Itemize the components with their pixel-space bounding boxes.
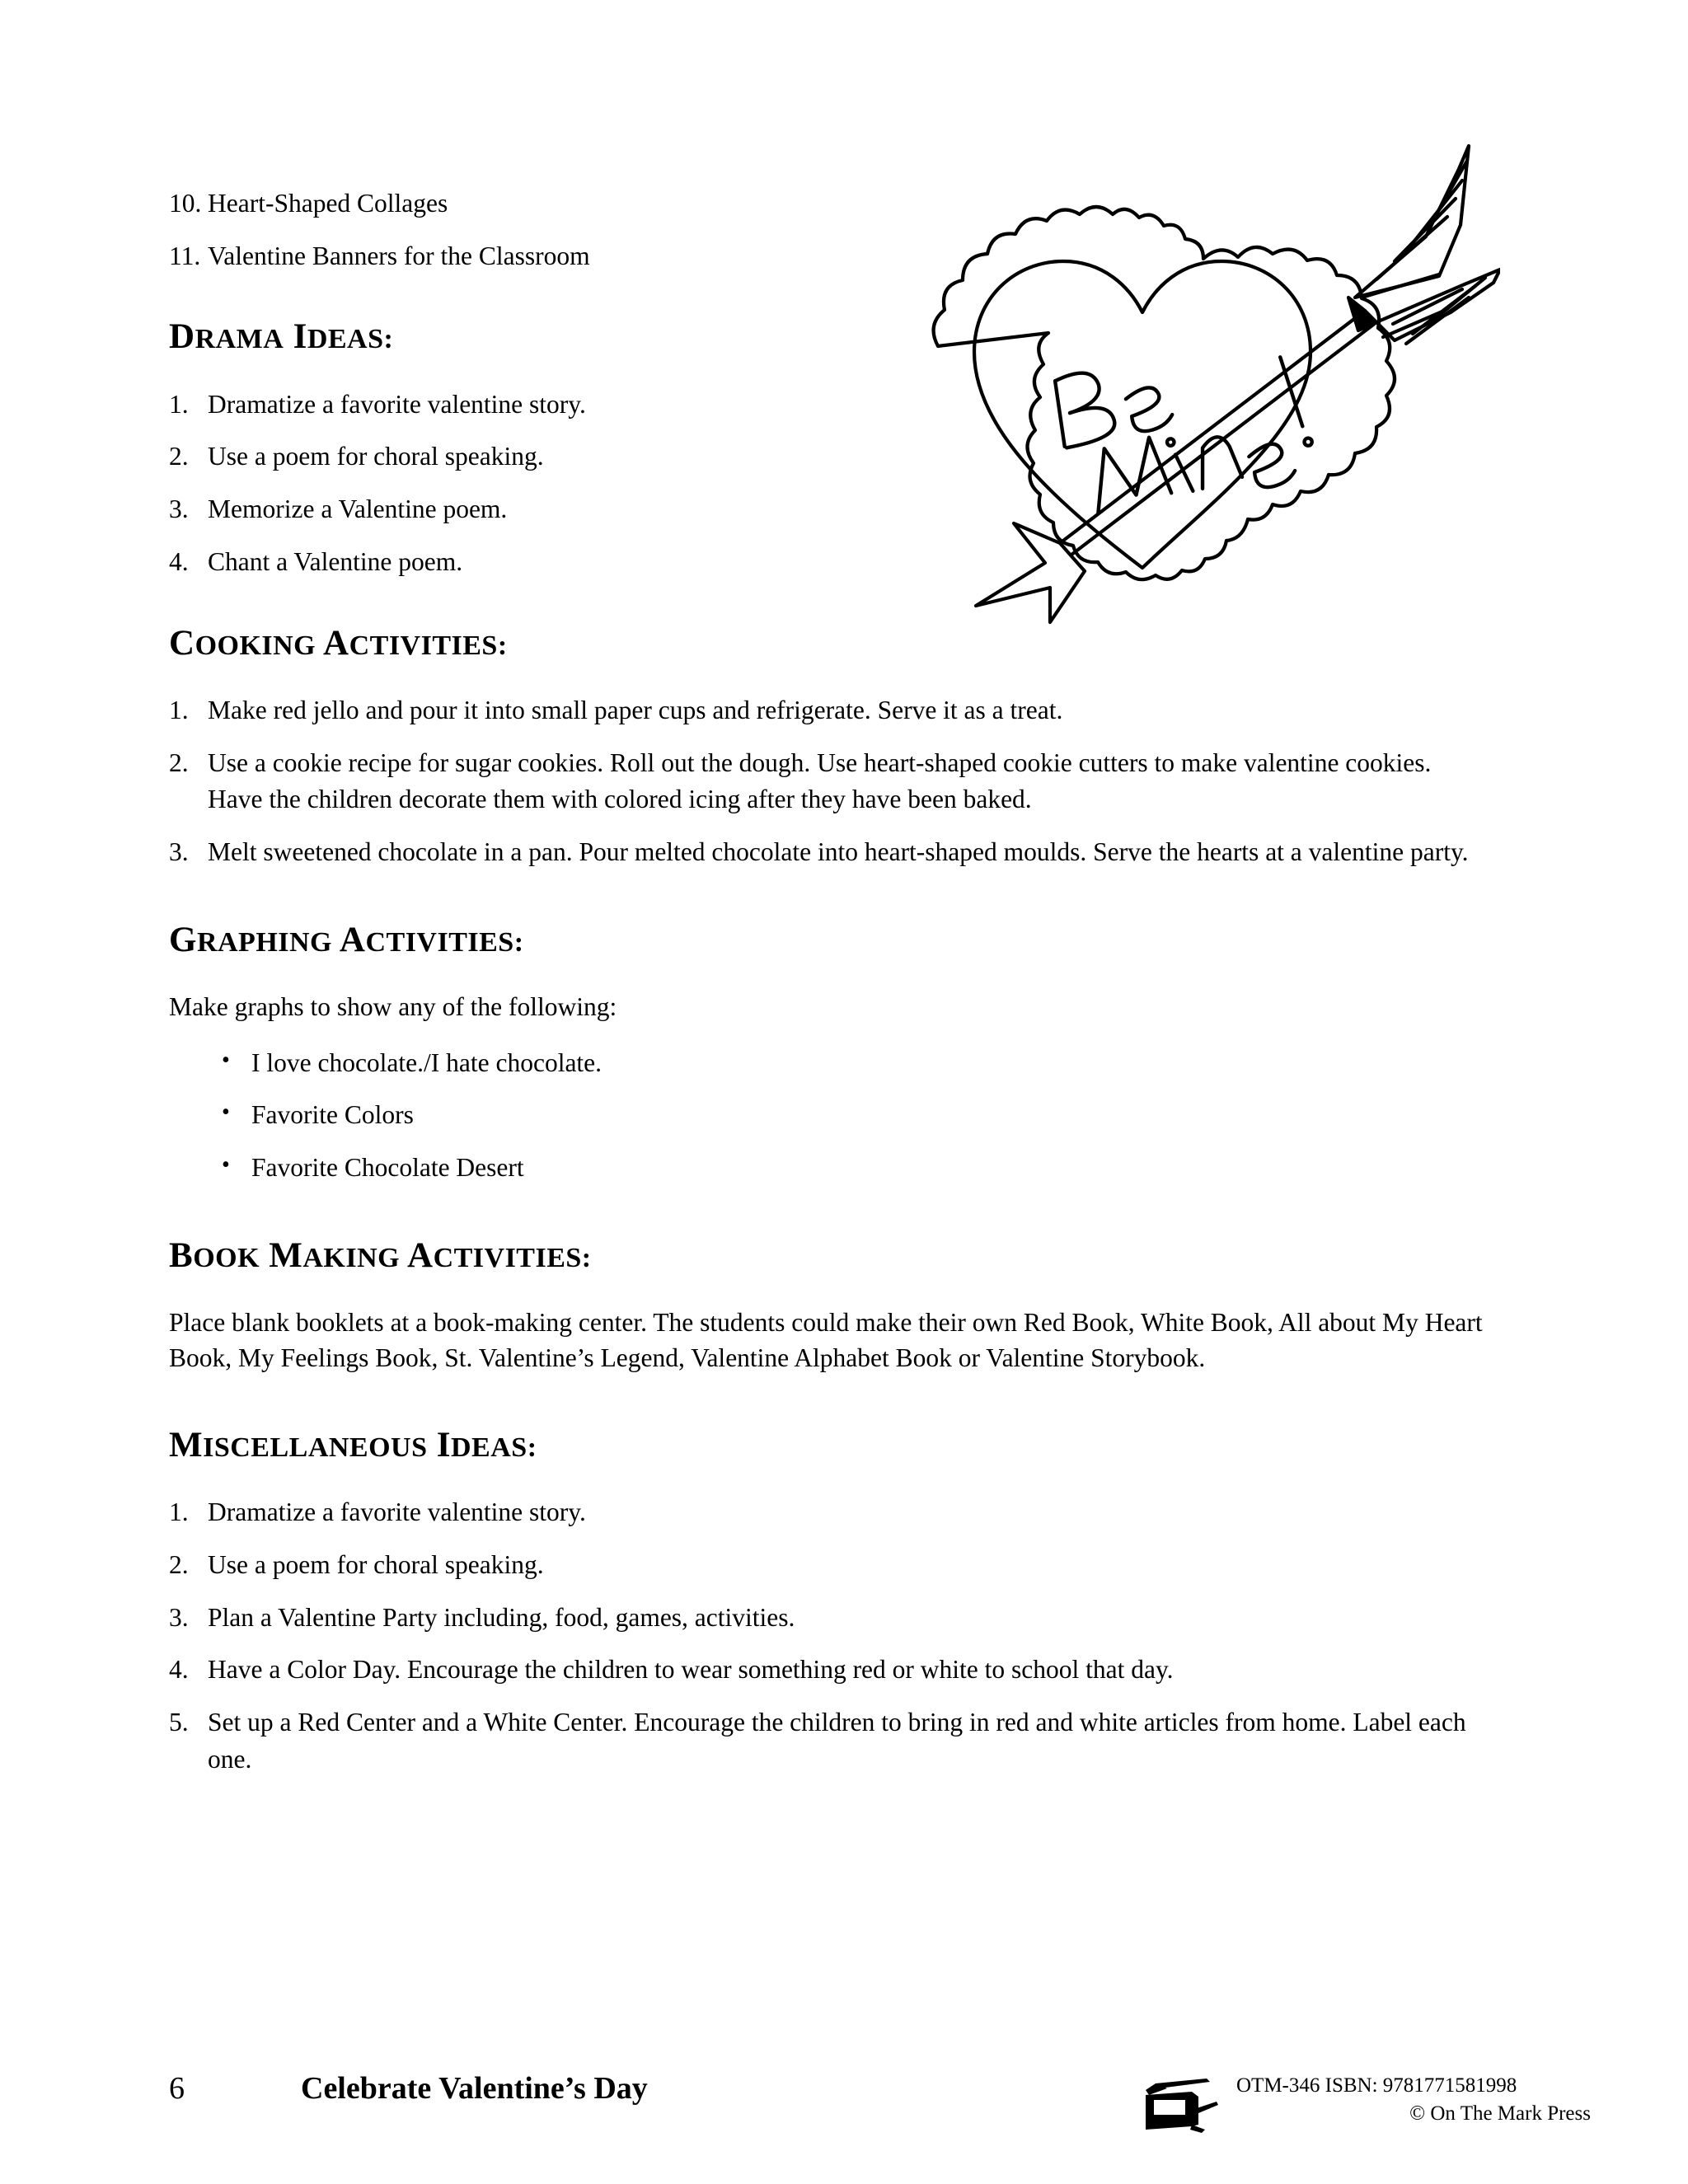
graphing-bullet-list bbox=[169, 1045, 1488, 1187]
list-item-label: Have a Color Day. Encourage the children to wear something red or white to school that day. bbox=[208, 1655, 1174, 1685]
list-item-number: 3. bbox=[169, 494, 189, 524]
list-item-label: I love chocolate./I hate chocolate. bbox=[251, 1047, 603, 1077]
heading-smallcaps: RAPHING bbox=[196, 926, 333, 958]
bullet-icon: • bbox=[222, 1047, 230, 1073]
list-item-label: Heart-Shaped Collages bbox=[208, 189, 448, 218]
heading-smallcaps: DEAS: bbox=[307, 324, 394, 355]
page-content bbox=[169, 185, 1488, 1779]
list-item-number: 4. bbox=[169, 1655, 189, 1685]
section-heading-graphing-activities bbox=[169, 921, 1488, 959]
list-item bbox=[169, 834, 1488, 871]
list-item-number: 2. bbox=[169, 442, 189, 471]
heading-smallcaps: CTIVITIES: bbox=[433, 1242, 592, 1273]
drama-ideas-list bbox=[169, 387, 1488, 581]
list-item-label: Favorite Colors bbox=[251, 1100, 414, 1130]
section-heading-miscellaneous-ideas bbox=[169, 1426, 1488, 1465]
list-item-label: Use a poem for choral speaking. bbox=[208, 442, 544, 471]
heading-initial: A bbox=[407, 1235, 434, 1275]
list-item bbox=[169, 491, 1488, 528]
heading-smallcaps: DEAS: bbox=[451, 1432, 537, 1463]
list-item bbox=[169, 1652, 1488, 1689]
heading-initial: I bbox=[436, 1425, 451, 1465]
list-item bbox=[169, 745, 1488, 818]
list-item-label: Favorite Chocolate Desert bbox=[251, 1152, 524, 1182]
list-item-label: Use a poem for choral speaking. bbox=[208, 1549, 544, 1579]
heading-initial: D bbox=[169, 317, 195, 357]
heading-initial: A bbox=[323, 623, 349, 663]
heading-initial: I bbox=[293, 317, 307, 357]
list-item bbox=[169, 1600, 1488, 1637]
copyright-notice: © On The Mark Press bbox=[1409, 2102, 1591, 2125]
list-item bbox=[222, 1097, 1488, 1134]
heading-smallcaps: OOKING bbox=[195, 630, 316, 661]
cooking-activities-list bbox=[169, 692, 1488, 871]
list-item bbox=[169, 544, 1488, 581]
product-code-and-isbn: OTM-346 ISBN: 9781771581998 bbox=[1236, 2074, 1517, 2097]
bullet-icon: • bbox=[222, 1151, 230, 1178]
heading-smallcaps: CTIVITIES: bbox=[365, 926, 524, 958]
list-item bbox=[169, 1704, 1488, 1778]
publisher-imprint bbox=[1236, 2072, 1591, 2127]
heading-initial: A bbox=[339, 920, 366, 959]
heading-initial: C bbox=[169, 623, 195, 663]
list-item-number: 11. bbox=[169, 241, 201, 270]
list-item-number: 1. bbox=[169, 1497, 189, 1527]
list-item-number: 5. bbox=[169, 1708, 189, 1737]
list-item bbox=[169, 185, 1488, 223]
list-item-number: 10. bbox=[169, 189, 202, 218]
list-item-label: Memorize a Valentine poem. bbox=[208, 494, 508, 524]
heading-smallcaps: ISCELLANEOUS bbox=[203, 1432, 428, 1463]
list-item-number: 3. bbox=[169, 837, 189, 867]
publisher-logo-icon bbox=[1131, 2075, 1221, 2138]
section-heading-cooking-activities bbox=[169, 624, 1488, 663]
footer-book-title: Celebrate Valentine’s Day bbox=[301, 2071, 648, 2106]
list-item-number: 3. bbox=[169, 1602, 189, 1632]
page-number: 6 bbox=[169, 2071, 185, 2106]
list-item-label: Use a cookie recipe for sugar cookies. Roll out the dough. Use heart-shaped cookie cutters to make valentine cookies. Have the children decorate them with colored icing after they have been baked. bbox=[208, 748, 1432, 814]
list-item-number: 2. bbox=[169, 748, 189, 777]
list-item bbox=[169, 387, 1488, 424]
list-item-number: 1. bbox=[169, 695, 189, 724]
list-item bbox=[169, 238, 1488, 275]
list-item-number: 1. bbox=[169, 389, 189, 419]
section-heading-drama-ideas bbox=[169, 317, 1488, 356]
section-heading-book-making-activities bbox=[169, 1236, 1488, 1275]
heading-smallcaps: OOK bbox=[193, 1242, 260, 1273]
bullet-icon: • bbox=[222, 1099, 230, 1126]
list-item-label: Set up a Red Center and a White Center. Encourage the children to bring in red and white articles from home. Label each one. bbox=[208, 1708, 1466, 1774]
heading-smallcaps: AKING bbox=[302, 1242, 401, 1273]
list-item bbox=[222, 1150, 1488, 1187]
graphing-intro-text: Make graphs to show any of the following: bbox=[169, 992, 617, 1022]
heading-smallcaps: RAMA bbox=[195, 324, 284, 355]
list-item bbox=[169, 692, 1488, 729]
list-item bbox=[169, 1494, 1488, 1531]
list-item-label: Make red jello and pour it into small paper cups and refrigerate. Serve it as a treat. bbox=[208, 695, 1063, 724]
list-item-number: 2. bbox=[169, 1549, 189, 1579]
list-item-label: Dramatize a favorite valentine story. bbox=[208, 389, 586, 419]
heading-smallcaps: CTIVITIES: bbox=[349, 630, 508, 661]
list-item bbox=[169, 438, 1488, 476]
heading-initial: G bbox=[169, 920, 197, 959]
book-making-paragraph: Place blank booklets at a book-making center. The students could make their own Red Book, White Book, All about My Heart Book, My Feelings Book, St. Valentine’s Legend, Valentine Alphabet Book or Valentine Storybook. bbox=[169, 1308, 1483, 1373]
list-item-label: Melt sweetened chocolate in a pan. Pour melted chocolate into heart-shaped moulds. Serve the hearts at a valentine party. bbox=[208, 837, 1469, 867]
list-item-label: Chant a Valentine poem. bbox=[208, 546, 463, 576]
heading-initial: M bbox=[269, 1235, 303, 1275]
miscellaneous-ideas-list bbox=[169, 1494, 1488, 1778]
heading-initial: M bbox=[169, 1425, 204, 1465]
page-footer bbox=[0, 2060, 1688, 2151]
list-item bbox=[222, 1045, 1488, 1082]
list-item-label: Valentine Banners for the Classroom bbox=[208, 241, 590, 270]
continued-activity-list bbox=[169, 185, 1488, 274]
heading-initial: B bbox=[169, 1235, 194, 1275]
list-item-number: 4. bbox=[169, 546, 189, 576]
list-item-label: Plan a Valentine Party including, food, games, activities. bbox=[208, 1602, 795, 1632]
list-item bbox=[169, 1547, 1488, 1584]
list-item-label: Dramatize a favorite valentine story. bbox=[208, 1497, 586, 1527]
